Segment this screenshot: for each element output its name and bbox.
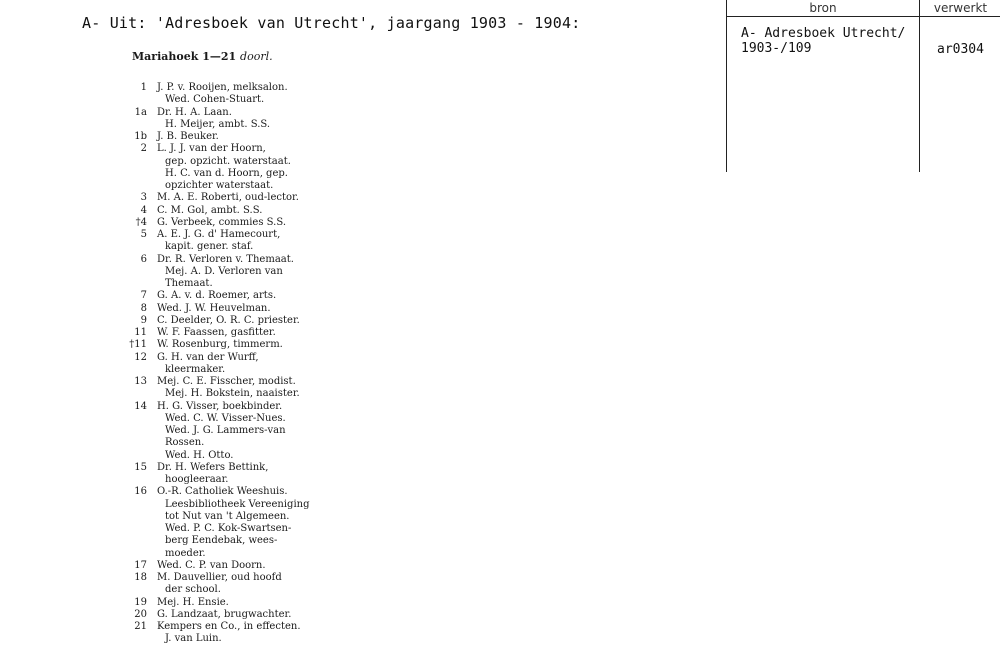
street-continued: doorl. [240, 50, 273, 63]
resident-lines [157, 339, 332, 351]
address-entry [126, 597, 332, 609]
source-table-header [727, 0, 1000, 17]
house-number: 14 [134, 400, 147, 412]
resident-line: Rossen. [165, 437, 205, 449]
resident-lines [157, 352, 332, 377]
resident-line: J. van Luin. [165, 633, 222, 645]
house-number: 3 [140, 192, 147, 204]
resident-line: gep. opzicht. waterstaat. [165, 155, 291, 167]
resident-lines [157, 327, 332, 339]
resident-line: C. Deelder, O. R. C. priester. [157, 314, 300, 326]
resident-line: Wed. P. C. Kok-Swartsen- [165, 523, 292, 534]
resident-lines [157, 597, 332, 609]
resident-line: J. P. v. Rooijen, melksalon. [157, 82, 288, 93]
resident-lines [157, 315, 332, 327]
resident-line: G. A. v. d. Roemer, arts. [157, 290, 277, 302]
resident-line: G. Verbeek, commies S.S. [157, 216, 287, 228]
address-entry [126, 609, 332, 621]
address-entry [126, 572, 332, 597]
house-number: 2 [140, 143, 147, 155]
resident-line: H. Meijer, ambt. S.S. [165, 118, 271, 130]
house-number: 20 [134, 608, 147, 620]
street-heading [132, 50, 273, 63]
resident-lines [157, 107, 332, 132]
resident-line: Mej. C. E. Fisscher, modist. [157, 376, 296, 387]
resident-lines [157, 376, 332, 401]
house-number: †11 [129, 339, 147, 351]
resident-lines [157, 143, 332, 192]
resident-line: Wed. J. W. Heuvelman. [157, 302, 271, 314]
address-entry [126, 229, 332, 254]
house-number: 8 [140, 302, 147, 314]
resident-line: Wed. Cohen-Stuart. [165, 94, 265, 106]
house-number: 11 [134, 327, 147, 338]
resident-line: W. Rosenburg, timmerm. [157, 339, 283, 351]
resident-line: A. E. J. G. d' Hamecourt, [157, 229, 281, 240]
house-number: 12 [134, 351, 147, 363]
resident-line: M. A. E. Roberti, oud-lector. [157, 192, 299, 204]
address-entry [126, 131, 332, 143]
resident-line: Mej. H. Bokstein, naaister. [165, 388, 300, 400]
resident-lines [157, 572, 332, 597]
house-number: 9 [140, 314, 147, 326]
house-number: 7 [140, 290, 147, 302]
address-entry [126, 107, 332, 132]
resident-lines [157, 82, 332, 107]
resident-line: Mej. A. D. Verloren van [165, 265, 283, 277]
resident-line: Dr. H. A. Laan. [157, 106, 232, 118]
column-divider [919, 0, 920, 172]
house-number: 13 [134, 376, 147, 387]
house-number: 4 [140, 204, 147, 216]
address-entry [126, 303, 332, 315]
bron-line-1: A- Adresboek Utrecht/ [741, 26, 906, 41]
column-header-verwerkt: verwerkt [933, 1, 988, 15]
house-number: 16 [134, 486, 147, 498]
house-number: 6 [140, 253, 147, 265]
resident-line: kleermaker. [165, 363, 226, 375]
resident-lines [157, 486, 332, 560]
address-entry [126, 621, 332, 646]
street-name: Mariahoek [132, 50, 199, 63]
house-number: 15 [134, 461, 147, 473]
address-entry [126, 339, 332, 351]
address-entry [126, 486, 332, 560]
address-entry [126, 205, 332, 217]
resident-lines [157, 462, 332, 487]
resident-line: Themaat. [165, 278, 213, 289]
source-table [726, 0, 1000, 172]
resident-line: moeder. [165, 547, 206, 559]
house-number: 1b [134, 131, 147, 142]
resident-line: Kempers en Co., in effecten. [157, 621, 301, 632]
resident-line: H. C. van d. Hoorn, gep. [165, 167, 288, 179]
address-entry [126, 462, 332, 487]
resident-line: C. M. Gol, ambt. S.S. [157, 204, 263, 216]
resident-line: W. F. Faassen, gasfitter. [157, 327, 276, 338]
house-number: 21 [134, 621, 147, 632]
resident-lines [157, 560, 332, 572]
resident-line: L. J. J. van der Hoorn, [157, 143, 266, 155]
resident-line: hoogleeraar. [165, 474, 229, 485]
address-entry [126, 315, 332, 327]
address-entry [126, 143, 332, 192]
resident-line: Leesbibliotheek Vereeniging [165, 498, 310, 510]
resident-line: M. Dauvellier, oud hoofd [157, 572, 282, 583]
house-number: 18 [134, 572, 147, 583]
address-entry [126, 401, 332, 462]
resident-line: O.-R. Catholiek Weeshuis. [157, 486, 288, 498]
house-number: 5 [140, 229, 147, 240]
resident-lines [157, 131, 332, 143]
resident-line: J. B. Beuker. [157, 131, 219, 142]
resident-lines [157, 609, 332, 621]
house-number: 1 [140, 82, 147, 93]
address-entry [126, 192, 332, 204]
address-entry [126, 376, 332, 401]
resident-lines [157, 192, 332, 204]
address-entry [126, 327, 332, 339]
resident-line: Mej. H. Ensie. [157, 596, 229, 608]
resident-line: Wed. C. W. Visser-Nues. [165, 412, 286, 424]
address-entry [126, 82, 332, 107]
resident-line: Wed. J. G. Lammers-van [165, 425, 286, 436]
resident-line: Wed. C. P. van Doorn. [157, 559, 266, 571]
house-number: †4 [135, 216, 147, 228]
house-number: 17 [134, 559, 147, 571]
verwerkt-value: ar0304 [937, 42, 984, 57]
house-number: 19 [134, 596, 147, 608]
resident-line: berg Eendebak, wees- [165, 535, 278, 547]
resident-line: Dr. R. Verloren v. Themaat. [157, 253, 294, 265]
resident-lines [157, 229, 332, 254]
resident-lines [157, 217, 332, 229]
resident-line: G. Landzaat, brugwachter. [157, 608, 292, 620]
address-entry [126, 217, 332, 229]
resident-lines [157, 303, 332, 315]
address-entry [126, 352, 332, 377]
resident-line: opzichter waterstaat. [165, 180, 274, 191]
address-entry [126, 560, 332, 572]
resident-line: G. H. van der Wurff, [157, 351, 259, 363]
resident-line: Wed. H. Otto. [165, 449, 234, 461]
address-entries [126, 82, 332, 646]
document-heading: A- Uit: 'Adresboek van Utrecht', jaargang 1903 - 1904: [82, 14, 581, 32]
resident-lines [157, 254, 332, 291]
house-number: 1a [134, 106, 147, 118]
resident-line: tot Nut van 't Algemeen. [165, 510, 290, 522]
resident-lines [157, 621, 332, 646]
street-range: 1—21 [202, 50, 237, 63]
resident-lines [157, 290, 332, 302]
address-entry [126, 254, 332, 291]
resident-line: der school. [165, 584, 221, 596]
resident-lines [157, 401, 332, 462]
address-entry [126, 290, 332, 302]
resident-line: kapit. gener. staf. [165, 241, 254, 253]
column-header-bron: bron [809, 1, 837, 15]
resident-line: H. G. Visser, boekbinder. [157, 400, 283, 412]
resident-line: Dr. H. Wefers Bettink, [157, 461, 269, 473]
bron-value [741, 26, 905, 56]
resident-lines [157, 205, 332, 217]
bron-line-2: 1903-/109 [741, 41, 812, 56]
scanned-page [126, 48, 332, 660]
